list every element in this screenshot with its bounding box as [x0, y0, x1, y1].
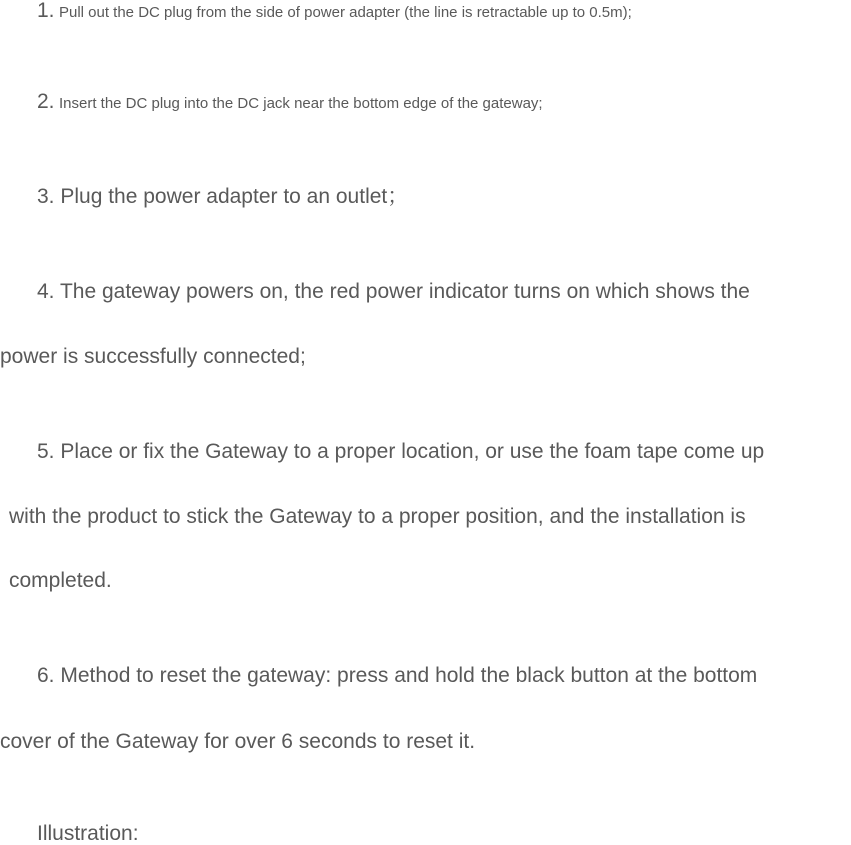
step-5-line-2: with the product to stick the Gateway to a proper position, and the installation is: [9, 505, 746, 528]
step-1: [37, 0, 632, 21]
step-6-line-1: 6. Method to reset the gateway: press and hold the black button at the bottom: [37, 664, 758, 687]
step-4-line-1: 4. The gateway powers on, the red power indicator turns on which shows the: [37, 280, 750, 303]
step-5-line-1: 5. Place or fix the Gateway to a proper location, or use the foam tape come up: [37, 440, 765, 463]
step-2-number: 2.: [37, 90, 55, 113]
step-2: [37, 91, 543, 112]
step-2-text: Insert the DC plug into the DC jack near the bottom edge of the gateway;: [58, 95, 543, 112]
step-1-number: 1.: [37, 0, 55, 22]
illustration-label: Illustration:: [37, 822, 139, 845]
step-3: 3. Plug the power adapter to an outlet；: [37, 185, 409, 208]
step-5-line-3: completed.: [9, 569, 112, 592]
step-4-line-2: power is successfully connected;: [0, 345, 306, 368]
step-1-text: Pull out the DC plug from the side of power adapter (the line is retractable up to 0.5m);: [58, 4, 632, 21]
step-6-line-2: cover of the Gateway for over 6 seconds to reset it.: [0, 730, 476, 753]
